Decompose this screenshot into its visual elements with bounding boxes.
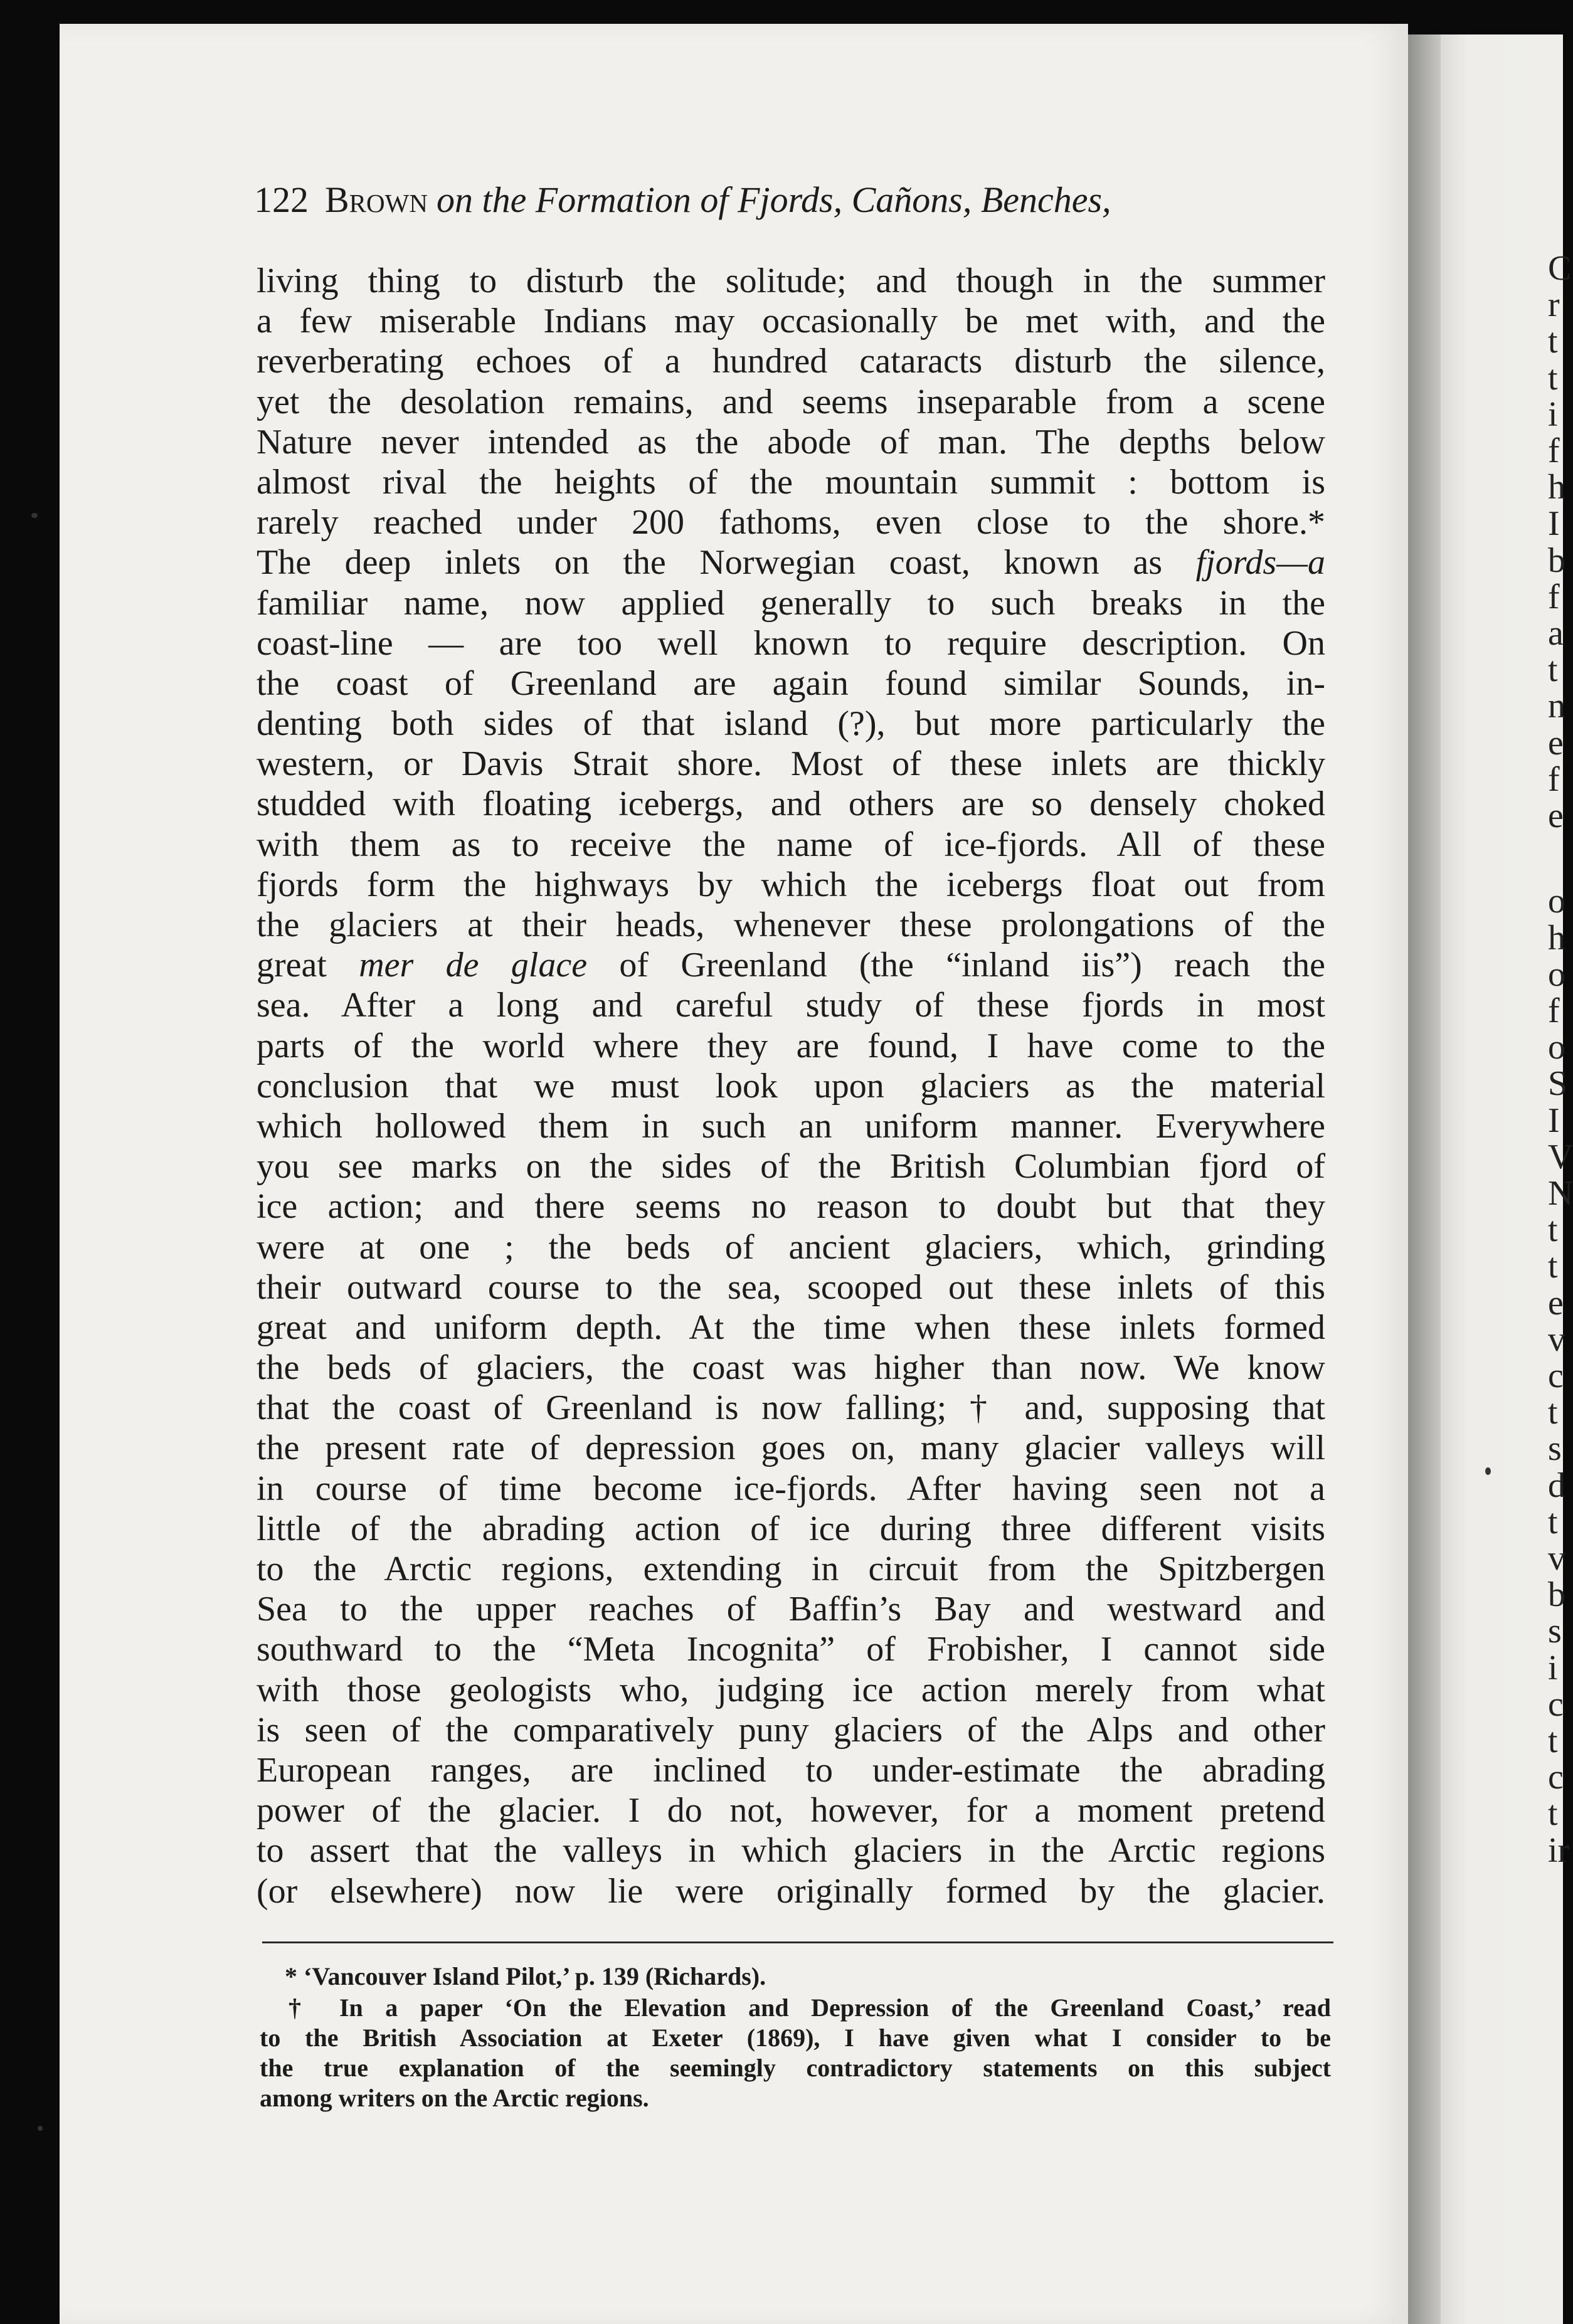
text-line: almost rival the heights of the mountain summit : bottom is bbox=[257, 462, 1325, 502]
scan-speck bbox=[1485, 1467, 1491, 1475]
text-line: to assert that the valleys in which glaciers in the Arctic regions bbox=[257, 1831, 1325, 1871]
text-line: conclusion that we must look upon glaciers as the material bbox=[257, 1066, 1325, 1106]
margin-letter: b bbox=[1548, 541, 1565, 580]
text-line: fjords form the highways by which the icebergs float out from bbox=[257, 865, 1325, 904]
text-line: little of the abrading action of ice during three different visits bbox=[257, 1509, 1325, 1548]
text-line: familiar name, now applied generally to such breaks in the bbox=[257, 583, 1325, 623]
page-number: 122 bbox=[254, 179, 309, 220]
margin-letter: h bbox=[1548, 918, 1565, 958]
margin-letter: c bbox=[1548, 1684, 1564, 1724]
margin-letter: c bbox=[1548, 1356, 1564, 1395]
margin-letter: e bbox=[1548, 723, 1564, 763]
margin-letter: f bbox=[1548, 991, 1560, 1030]
text-line: a few miserable Indians may occasionally be met with, and the bbox=[257, 302, 1325, 341]
margin-letter: t bbox=[1548, 1794, 1558, 1834]
margin-letter: r bbox=[1548, 285, 1560, 325]
margin-letter: h bbox=[1548, 468, 1565, 507]
text-line: southward to the “Meta Incognita” of Frobisher, I cannot side bbox=[257, 1630, 1325, 1669]
text-line: The deep inlets on the Norwegian coast, known as fjords—a bbox=[257, 543, 1325, 583]
text-line: Nature never intended as the abode of man. The depths below bbox=[257, 422, 1325, 462]
body-text bbox=[257, 261, 1325, 1911]
footnote-rule bbox=[262, 1941, 1333, 1943]
text-line: that the coast of Greenland is now falling; † and, supposing that bbox=[257, 1388, 1325, 1428]
text-line: western, or Davis Strait shore. Most of these inlets are thickly bbox=[257, 744, 1325, 784]
text-line: rarely reached under 200 fathoms, even close to the shore.* bbox=[257, 503, 1325, 542]
text-line: Sea to the upper reaches of Baffin’s Bay and westward and bbox=[257, 1590, 1325, 1629]
margin-letter: e bbox=[1548, 796, 1564, 835]
text-line: with those geologists who, judging ice action merely from what bbox=[257, 1670, 1325, 1709]
text-line: yet the desolation remains, and seems inseparable from a scene bbox=[257, 382, 1325, 421]
margin-letter: t bbox=[1548, 1393, 1558, 1432]
text-line: sea. After a long and careful study of these fjords in most bbox=[257, 986, 1325, 1025]
margin-letter: S bbox=[1548, 1064, 1568, 1104]
margin-letter: I bbox=[1548, 504, 1560, 544]
margin-letter: s bbox=[1548, 1429, 1562, 1469]
footnote-1: * ‘Vancouver Island Pilot,’ p. 139 (Richards). bbox=[285, 1962, 766, 1990]
text-line: the glaciers at their heads, whenever these prolongations of the bbox=[257, 906, 1325, 944]
margin-letter: i bbox=[1548, 1648, 1558, 1688]
text-line: coast-line — are too well known to require description. On bbox=[257, 623, 1325, 663]
margin-letter: v bbox=[1548, 1539, 1565, 1578]
margin-letter: f bbox=[1548, 759, 1560, 799]
running-header bbox=[254, 178, 1283, 222]
footnote-2-line-4: among writers on the Arctic regions. bbox=[260, 2084, 649, 2112]
margin-letter: I bbox=[1548, 1101, 1560, 1140]
text-line: parts of the world where they are found, I have come to the bbox=[257, 1026, 1325, 1065]
text-line: the coast of Greenland are again found similar Sounds, in- bbox=[257, 663, 1325, 703]
text-line: great mer de glace of Greenland (the “inland iis”) reach the bbox=[257, 946, 1326, 985]
text-line: great and uniform depth. At the time when these inlets formed bbox=[257, 1307, 1325, 1347]
margin-letter: n bbox=[1548, 687, 1565, 726]
text-line: studded with floating icebergs, and others are so densely choked bbox=[257, 784, 1325, 824]
margin-letter: d bbox=[1548, 1466, 1565, 1505]
margin-letter: o bbox=[1548, 954, 1565, 994]
text-line: with them as to receive the name of ice-fjords. All of these bbox=[257, 825, 1325, 864]
margin-letter: t bbox=[1548, 322, 1558, 361]
margin-letter: b bbox=[1548, 1575, 1565, 1615]
italic-term: mer de glace bbox=[359, 946, 588, 985]
margin-letter: N bbox=[1548, 1174, 1573, 1213]
text-line: to the Arctic regions, extending in circuit from the Spitzbergen bbox=[257, 1550, 1325, 1588]
margin-letter: V bbox=[1548, 1137, 1573, 1176]
margin-letter: t bbox=[1548, 650, 1558, 690]
margin-letter: t bbox=[1548, 1721, 1558, 1760]
text-line: living thing to disturb the solitude; and though in the summer bbox=[257, 261, 1325, 300]
text-line: is seen of the comparatively puny glaciers of the Alps and other bbox=[257, 1710, 1325, 1750]
scan-speck bbox=[38, 2126, 43, 2131]
footnote-2-line-2: to the British Association at Exeter (1869), I have given what I consider to be bbox=[260, 2024, 1331, 2052]
italic-term: fjords—a bbox=[1195, 543, 1325, 583]
text-line: ice action; and there seems no reason to doubt but that they bbox=[257, 1187, 1325, 1227]
text-line: which hollowed them in such an uniform manner. Everywhere bbox=[257, 1106, 1325, 1146]
margin-letter: s bbox=[1548, 1612, 1562, 1651]
margin-letter: o bbox=[1548, 882, 1565, 921]
margin-letter: f bbox=[1548, 431, 1560, 470]
text-line: (or elsewhere) now lie were originally formed by the glacier. bbox=[257, 1871, 1325, 1911]
margin-letter: i bbox=[1548, 394, 1558, 434]
margin-letter: v bbox=[1548, 1319, 1565, 1359]
margin-letter: t bbox=[1548, 1247, 1558, 1286]
footnote-2-line-3: the true explanation of the seemingly contradictory statements on this subject bbox=[260, 2054, 1331, 2082]
margin-letter: c bbox=[1548, 1758, 1564, 1797]
text-line: their outward course to the sea, scooped out these inlets of this bbox=[257, 1267, 1325, 1307]
margin-letter: ir bbox=[1548, 1830, 1570, 1870]
footnote-2-line-1: † In a paper ‘On the Elevation and Depression of the Greenland Coast,’ read bbox=[289, 1994, 1331, 2022]
text-line: reverberating echoes of a hundred cataracts disturb the silence, bbox=[257, 342, 1325, 381]
margin-letter: o bbox=[1548, 1028, 1565, 1067]
text-line: denting both sides of that island (?), but more particularly the bbox=[257, 704, 1325, 744]
margin-letter: t bbox=[1548, 1210, 1558, 1250]
text-line: power of the glacier. I do not, however, for a moment pretend bbox=[257, 1791, 1325, 1830]
header-author: Brown bbox=[325, 179, 428, 220]
page-gutter bbox=[1408, 34, 1441, 2324]
scan-speck bbox=[31, 513, 38, 518]
text-line: the present rate of depression goes on, many glacier valleys will bbox=[257, 1429, 1325, 1468]
margin-letter: C bbox=[1548, 249, 1572, 288]
text-line: were at one ; the beds of ancient glaciers, which, grinding bbox=[257, 1227, 1325, 1267]
text-line: in course of time become ice-fjords. After having seen not a bbox=[257, 1469, 1325, 1508]
margin-letter: t bbox=[1548, 358, 1558, 398]
margin-letter: f bbox=[1548, 577, 1560, 616]
margin-letter: t bbox=[1548, 1502, 1558, 1541]
header-title: on the Formation of Fjords, Cañons, Benches, bbox=[436, 179, 1111, 220]
text-line: the beds of glaciers, the coast was higher than now. We know bbox=[257, 1348, 1325, 1388]
text-line: you see marks on the sides of the British Columbian fjord of bbox=[257, 1147, 1325, 1186]
text-line: European ranges, are inclined to under-estimate the abrading bbox=[257, 1750, 1325, 1790]
margin-letter: e bbox=[1548, 1283, 1564, 1323]
margin-letter: a bbox=[1548, 614, 1564, 653]
